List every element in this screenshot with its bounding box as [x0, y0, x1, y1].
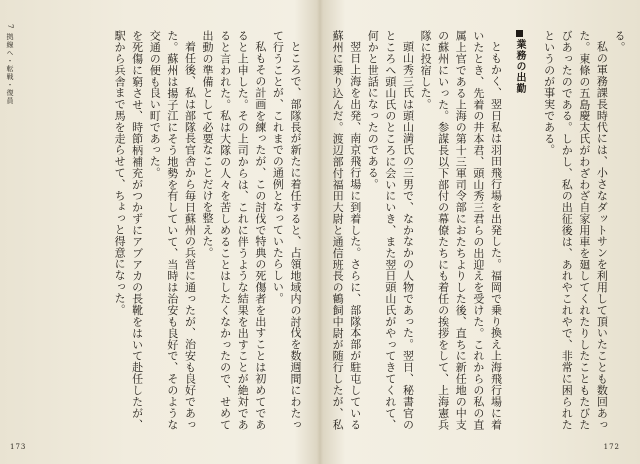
paragraph: る。 [613, 30, 626, 53]
running-head: 7 拠線へ・転戦・復員 [6, 24, 14, 105]
heading-bullet-icon [516, 30, 523, 37]
right-page [322, 0, 640, 464]
paragraph: 私の軍務課長時代には、小さなダットサンを利用して頂いたことも数回あった。東條の五島慶太氏がわざわざ自家用車を廻してくれたりしたこともたびたびあったのである。しかし、私の出征後は、あれやこれやで、非常に困られたというのが事実である。 [542, 30, 609, 430]
paragraph: ところで、部隊長が新たに着任すると、占領地域内の討伐を数週間にわたって行うことが、これまでの通例となっていたらしい。 [271, 30, 302, 430]
left-text-block [18, 30, 304, 430]
page-number: 172 [603, 443, 620, 451]
paragraph: 私もその計画を練ったが、この討伐で特典の死傷者を出すことは初めてであると上申した。その上司からは、これに伴うような結果を出すことが絶対であると言われた。私は大隊の人々を苦しめることはしたくなかったので、せめて出動の準備として必要なことだけを整えた。 [201, 30, 267, 430]
section-heading-text: 業務の出勤 [514, 39, 526, 94]
paragraph: 翌日上海を出発、南京飛行場に到着した。さらに、部隊本部が駐屯している蘇州に乗り込んだ。渡辺部付福田大尉と通信班長の鶴飼中尉が随行したが、私 [331, 30, 362, 430]
paragraph: 着任後、私は部隊長官舎から毎日蘇州の兵営に通ったが、治安も良好であった。蘇州は揚子江にそう地勢を有していて、当時は治安も良好で、そのような交通の便も良い町であった。 [148, 30, 197, 430]
paragraph: ともかく、翌日私は羽田飛行場を出発した。福岡で乗り換え上海飛行場に着いたとき、先着の井本君、頭山秀三君らの出迎えを受けた。これからの私の直属上官である上海の第十三軍司令部におたちよりした後、直ちに新任地の中支の蘇州にいった。参謀長以下部付の幕僚たちにも着任の挨拶をして、上海憲兵隊に投宿した。 [419, 30, 503, 430]
right-text-block [328, 30, 628, 430]
section-heading [510, 30, 528, 430]
page-number: 173 [10, 443, 27, 451]
left-page [0, 0, 318, 464]
paragraph: を死傷に窮させ、時節柄補充がつかずにアブアカの長靴をはいて赴任したが、駅から兵舎まで馬を走らせて、ちょっと得意になった。 [113, 30, 144, 430]
paragraph: 頭山秀三氏は頭山満氏の三男で、なかなかの人物であった。翌日、秘書官のところへ頭山氏のところに会いにいき、また翌日頭山氏がやってきてくれて、何かと世話になったのである。 [366, 30, 415, 430]
